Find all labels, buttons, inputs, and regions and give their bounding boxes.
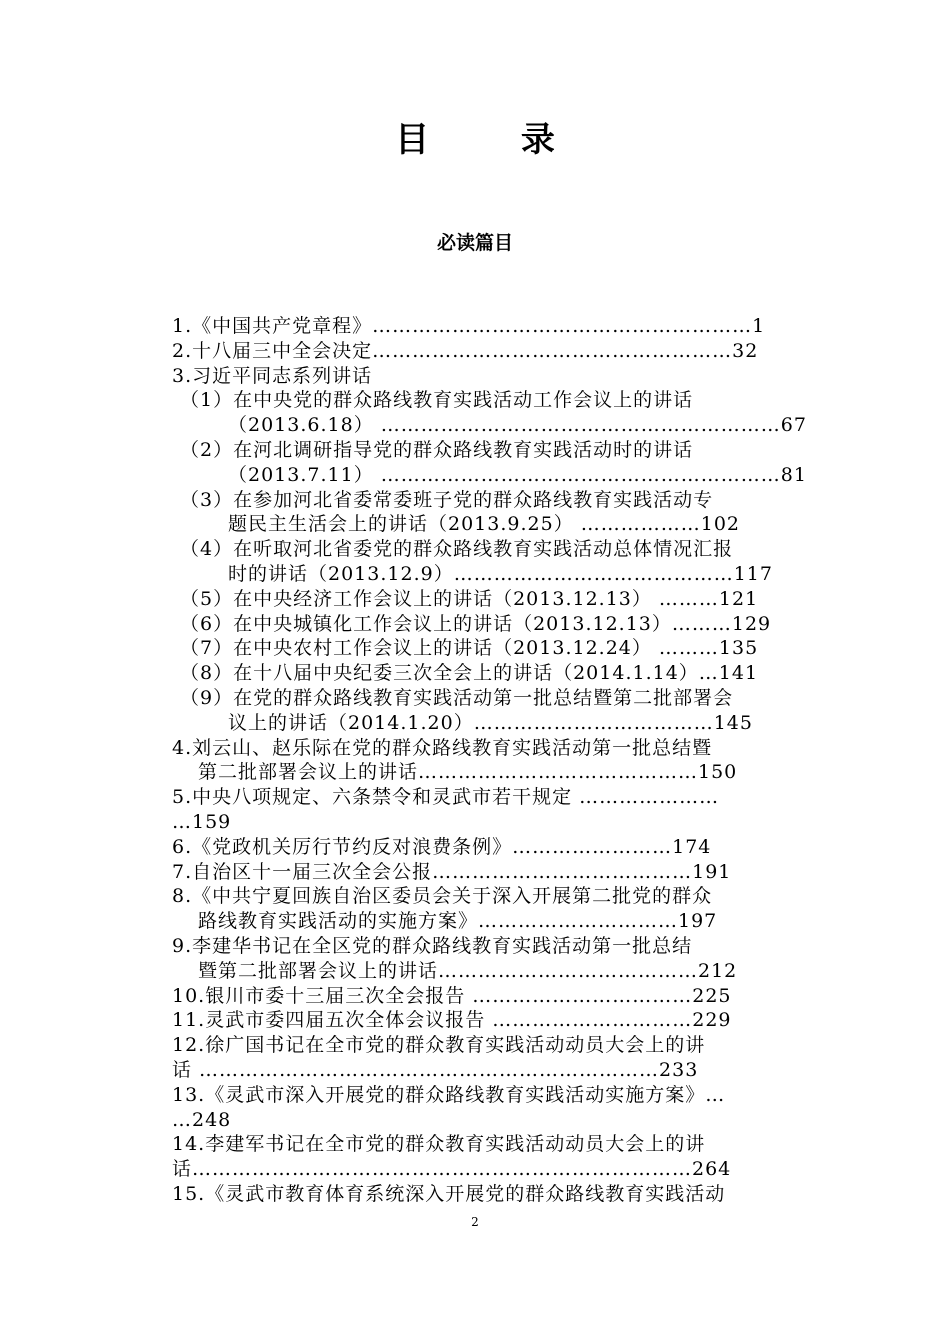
section-heading: 必读篇目 bbox=[436, 232, 513, 254]
toc-entry: （4）在听取河北省委党的群众路线教育实践活动总体情况汇报 bbox=[180, 538, 734, 561]
toc-entry-continuation: 暨第二批部署会议上的讲话…………………………………212 bbox=[198, 959, 738, 982]
toc-entry: 9.李建华书记在全区党的群众路线教育实践活动第一批总结 bbox=[172, 934, 693, 957]
toc-entry: 13.《灵武市深入开展党的群众路线教育实践活动实施方案》… bbox=[172, 1083, 726, 1106]
toc-entry: （3）在参加河北省委常委班子党的群众路线教育实践活动专 bbox=[180, 488, 714, 511]
toc-entry: （2）在河北调研指导党的群众路线教育实践活动时的讲话 bbox=[180, 438, 694, 461]
toc-entry: （5）在中央经济工作会议上的讲话（2013.12.13） ………121 bbox=[180, 587, 759, 610]
toc-entry-continuation: （2013.6.18） ……………………………………………………67 bbox=[228, 414, 807, 437]
toc-entry-continuation: 题民主生活会上的讲话（2013.9.25） ………………102 bbox=[228, 513, 741, 536]
toc-entry-continuation: 话…………………………………………………………………264 bbox=[172, 1158, 732, 1181]
toc-entry: （6）在中央城镇化工作会议上的讲话（2013.12.13）………129 bbox=[180, 612, 772, 635]
toc-entry: （7）在中央农村工作会议上的讲话（2013.12.24） ………135 bbox=[180, 637, 759, 660]
toc-entry: 14.李建军书记在全市党的群众教育实践活动动员大会上的讲 bbox=[172, 1133, 706, 1156]
toc-entry: 6.《党政机关厉行节约反对浪费条例》……………………174 bbox=[172, 835, 712, 858]
toc-entry-continuation: …248 bbox=[172, 1108, 232, 1131]
toc-entry: 11.灵武市委四届五次全体会议报告 …………………………229 bbox=[172, 1009, 732, 1032]
toc-entry: 2.十八届三中全会决定………………………………………………32 bbox=[172, 339, 759, 362]
toc-entry-continuation: …159 bbox=[172, 810, 232, 833]
toc-entry: （8）在十八届中央纪委三次全会上的讲话（2014.1.14）…141 bbox=[180, 662, 759, 685]
toc-entry: 5.中央八项规定、六条禁令和灵武市若干规定 ………………… bbox=[172, 786, 720, 809]
toc-entry: 10.银川市委十三届三次全会报告 ……………………………225 bbox=[172, 984, 732, 1007]
page-number: 2 bbox=[471, 1215, 479, 1229]
toc-entry-continuation: 议上的讲话（2014.1.20）………………………………145 bbox=[228, 711, 753, 734]
toc-entry: （9）在党的群众路线教育实践活动第一批总结暨第二批部署会 bbox=[180, 686, 734, 709]
toc-entry: 12.徐广国书记在全市党的群众教育实践活动动员大会上的讲 bbox=[172, 1034, 706, 1057]
toc-entry: 4.刘云山、赵乐际在党的群众路线教育实践活动第一批总结暨 bbox=[172, 736, 713, 759]
toc-entry: 3.习近平同志系列讲话 bbox=[172, 364, 373, 387]
toc-entry: 15.《灵武市教育体育系统深入开展党的群众路线教育实践活动 bbox=[172, 1182, 726, 1205]
toc-entry-continuation: 时的讲话（2013.12.9）……………………………………117 bbox=[228, 562, 773, 585]
table-of-contents bbox=[172, 314, 807, 1207]
toc-entry: 8.《中共宁夏回族自治区委员会关于深入开展第二批党的群众 bbox=[172, 885, 713, 908]
toc-entry: （1）在中央党的群众路线教育实践活动工作会议上的讲话 bbox=[180, 389, 694, 412]
toc-entry-continuation: 话 ……………………………………………………………233 bbox=[172, 1058, 699, 1081]
toc-entry-continuation: 路线教育实践活动的实施方案》…………………………197 bbox=[198, 910, 718, 933]
toc-entry: 7.自治区十一届三次全会公报…………………………………191 bbox=[172, 860, 732, 883]
page-title: 目 录 bbox=[395, 120, 595, 160]
toc-entry-continuation: 第二批部署会议上的讲话……………………………………150 bbox=[198, 761, 738, 784]
toc-entry-continuation: （2013.7.11） ……………………………………………………81 bbox=[228, 463, 807, 486]
toc-entry: 1.《中国共产党章程》…………………………………………………1 bbox=[172, 315, 766, 337]
